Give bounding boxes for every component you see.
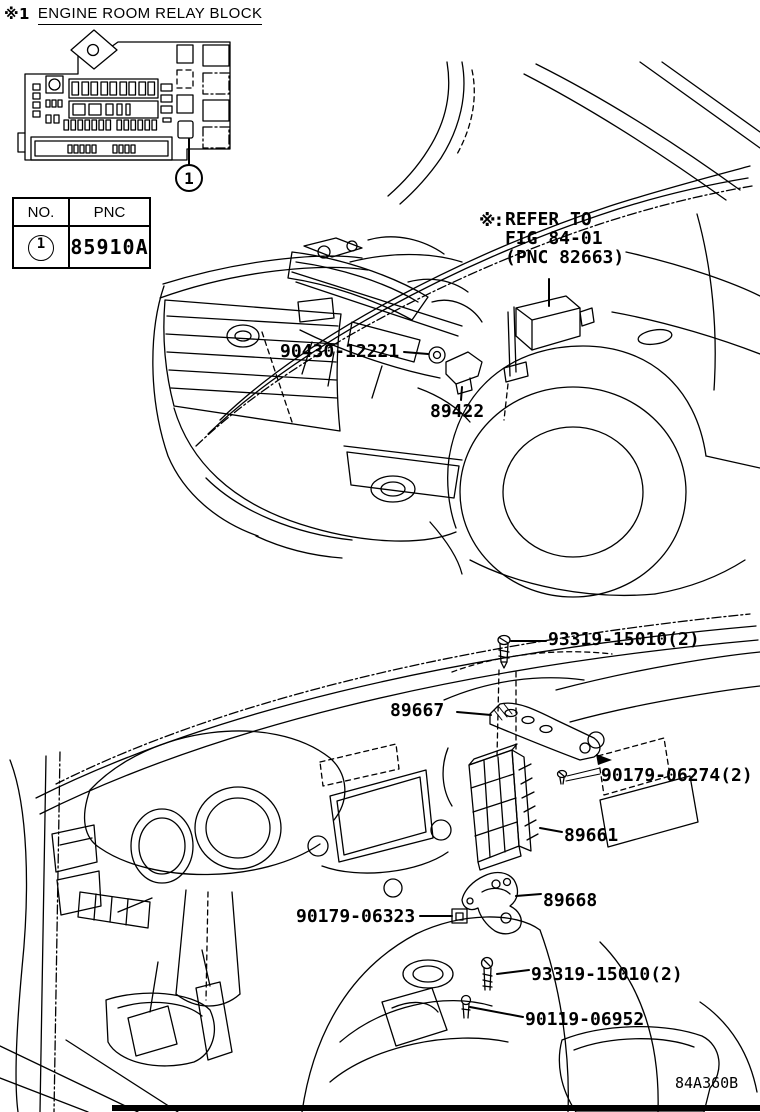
refer-note-line2: FIG 84-01 (505, 228, 603, 249)
pnc-table (12, 197, 151, 269)
engine-compartment-illustration (153, 62, 760, 597)
dashboard-illustration (0, 614, 760, 1112)
part-label-90430-12221: 90430-12221 (280, 341, 400, 362)
part-label-93319-15010-top: 93319-15010(2) (548, 629, 700, 650)
part-label-89422: 89422 (430, 401, 485, 422)
refer-note-mark: ※: (479, 211, 503, 231)
pnc-table-col-pnc: PNC (69, 198, 150, 226)
refer-note (505, 210, 624, 267)
refer-note-line3: (PNC 82663) (505, 247, 625, 268)
bracket-89667-drawing (490, 703, 612, 765)
part-label-89667: 89667 (390, 700, 445, 721)
relay-block-inset (18, 30, 230, 160)
figure-code: 84A360B (675, 1074, 739, 1092)
callout-1 (176, 139, 202, 191)
pnc-table-col-no: NO. (13, 198, 69, 226)
relay-block-title-text: ENGINE ROOM RELAY BLOCK (38, 5, 263, 25)
pnc-row-value: 85910A (70, 235, 149, 259)
bolt-93319-bottom-drawing (482, 958, 493, 991)
screw-93319-top-drawing (498, 636, 510, 669)
screw-90179-06274-drawing (558, 771, 567, 785)
refer-note-line1: REFER TO (505, 209, 592, 230)
part-label-90179-06323: 90179-06323 (296, 906, 416, 927)
bracket-89668-drawing (462, 873, 521, 934)
part-label-89661: 89661 (564, 825, 619, 846)
part-label-90119-06952: 90119-06952 (525, 1009, 645, 1030)
pnc-table-header-row (13, 198, 150, 226)
relay-block-title (4, 5, 262, 25)
part-label-89668: 89668 (543, 890, 598, 911)
pnc-table-data-row (13, 226, 150, 268)
relay-block-note-mark: ※1 (4, 5, 30, 23)
part-label-90179-06274: 90179-06274(2) (601, 765, 753, 786)
callout-1-number: 1 (184, 169, 194, 188)
pnc-row-number-circled: 1 (28, 235, 54, 261)
ecu-89661-drawing (469, 744, 538, 870)
bottom-border-bar (112, 1105, 760, 1111)
part-label-93319-15010-bottom: 93319-15010(2) (531, 964, 683, 985)
